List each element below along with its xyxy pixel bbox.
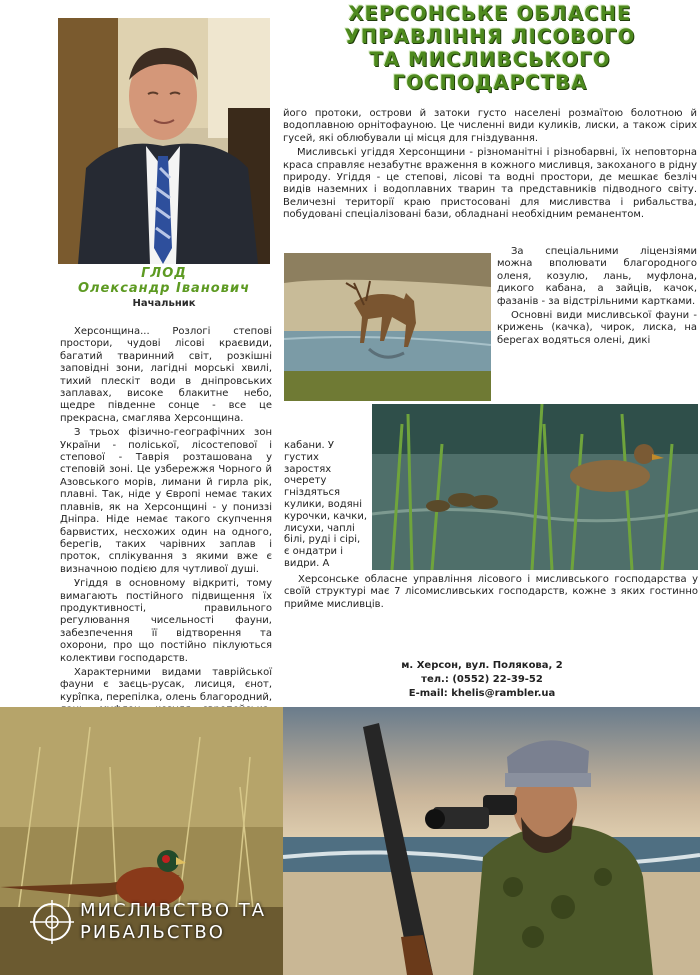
contact-phone: тел.: (0552) 22-39-52 [421, 674, 543, 685]
left-paragraph-2: З трьох фізично-географічних зон України - поліської, лісостепової і степової - Таврія розташована у степовій зоні. Це узбережжя Чорного й Азовського морів, лимани й гирла рік, плавні. Так, ніде у Європі немає таких плавнів, як на Херсонщині - у пониззі Дніпра. Ніде немає такого скупчення барвистих, несхожих один на одного, берегів, таких чарівних заплав і проток, сплікування з якими вже є визначною подією для чутливої душі. [60, 427, 272, 575]
left-column-text [60, 326, 272, 731]
right-paragraph-6: Херсонське обласне управління лісового і мисливського господарства у своїй структурі має 7 лісомисливських господарств, кожне з яких гостинно прийме мисливців. [284, 574, 698, 610]
contact-email[interactable]: E-mail: khelis@rambler.ua [408, 688, 556, 699]
ducks-in-reeds-photo [372, 404, 698, 570]
title-line-4: ГОСПОДАРСТВА [392, 71, 588, 94]
magazine-brand [30, 900, 266, 944]
bottom-right-text [284, 574, 698, 613]
person-surname: ГЛОД [141, 266, 187, 281]
crosshair-logo-icon [30, 900, 74, 944]
title-line-1: ХЕРСОНСЬКЕ ОБЛАСНЕ [348, 2, 632, 25]
person-role: Начальник [132, 298, 196, 309]
brand-line-2: РИБАЛЬСТВО [80, 922, 225, 943]
right-paragraph-2: Мисливські угіддя Херсонщини - різноманітні і різнобарвні, їх неповторна краса справляє незабутнє враження в кожного мисливця, закоханого в рідну природу. Угіддя - це степові, лісові та водні простори, де мешкає безліч видів наземних і водоплавних тварин та представників підводного світу. Величезні території краю пристосовані для мисливства і рибальства, побудовані спеціалізовані бази, обладнані необхідним реманентом. [283, 147, 697, 221]
right-paragraph-5: кабани. У густих заростях очерету гніздяться кулики, водяні курочки, качки, лисухи, чаплі білі, руді і сірі, є ондатри і видри. А [284, 440, 368, 569]
left-of-ducks-text [284, 440, 368, 572]
right-paragraph-4: Основні види мисливської фауни - крижень (качка), чирок, лиска, на берегах водяться олені, дикі [497, 310, 697, 346]
contact-address: м. Херсон, вул. Полякова, 2 [401, 660, 563, 671]
right-paragraph-1: його протоки, острови й затоки густо населені розмаїтою болотною й водоплавною орнітофауною. Це численні види куликів, лиски, а також сірих гусей, які облюбували ці місця для гніздування. [283, 108, 697, 144]
title-line-2: УПРАВЛІННЯ ЛІСОВОГО [344, 25, 636, 48]
title-line-3: ТА МИСЛИВСЬКОГО [369, 48, 611, 71]
right-paragraph-3: За спеціальними ліцензіями можна вполювати благородного оленя, козулю, лань, муфлона, дикого кабана, а зайців, качок, фазанів - за відстрільними картками. [497, 246, 697, 307]
deer-at-water-photo [284, 253, 491, 401]
brand-line-1: МИСЛИВСТВО ТА [80, 900, 267, 921]
contact-block [305, 659, 659, 701]
left-paragraph-4: Характерними видами таврійської фауни є заєць-русак, лисиця, єнот, курîпка, перепілка, олень благородний, [60, 666, 272, 703]
left-paragraph-3: Угіддя в основному відкриті, тому вимагають постійного підвищення їх продуктивності, правильного регулювання чисельності фауни, забезпечення її відтворення та охорони, про що постійно піклуються колективи господарств. [60, 578, 272, 664]
left-paragraph-1: Херсонщина... Розлогі степові простори, чудові лісові краєвиди, багатий тваринний світ, розкішні заповідні зони, лагідні морські хвилі, тихий плескіт води в дніпровських заплавах, високе блакитне небо, щедре південне сонце - все це прекрасна, смаглява Херсонщина. [60, 326, 272, 424]
hunter-with-binoculars-photo [283, 707, 700, 975]
person-caption [58, 266, 270, 311]
right-column-text-top [283, 108, 697, 224]
director-portrait-photo [58, 18, 270, 264]
page-title [282, 2, 698, 94]
right-narrow-text [497, 246, 697, 349]
person-names: Олександр Іванович [77, 281, 250, 296]
